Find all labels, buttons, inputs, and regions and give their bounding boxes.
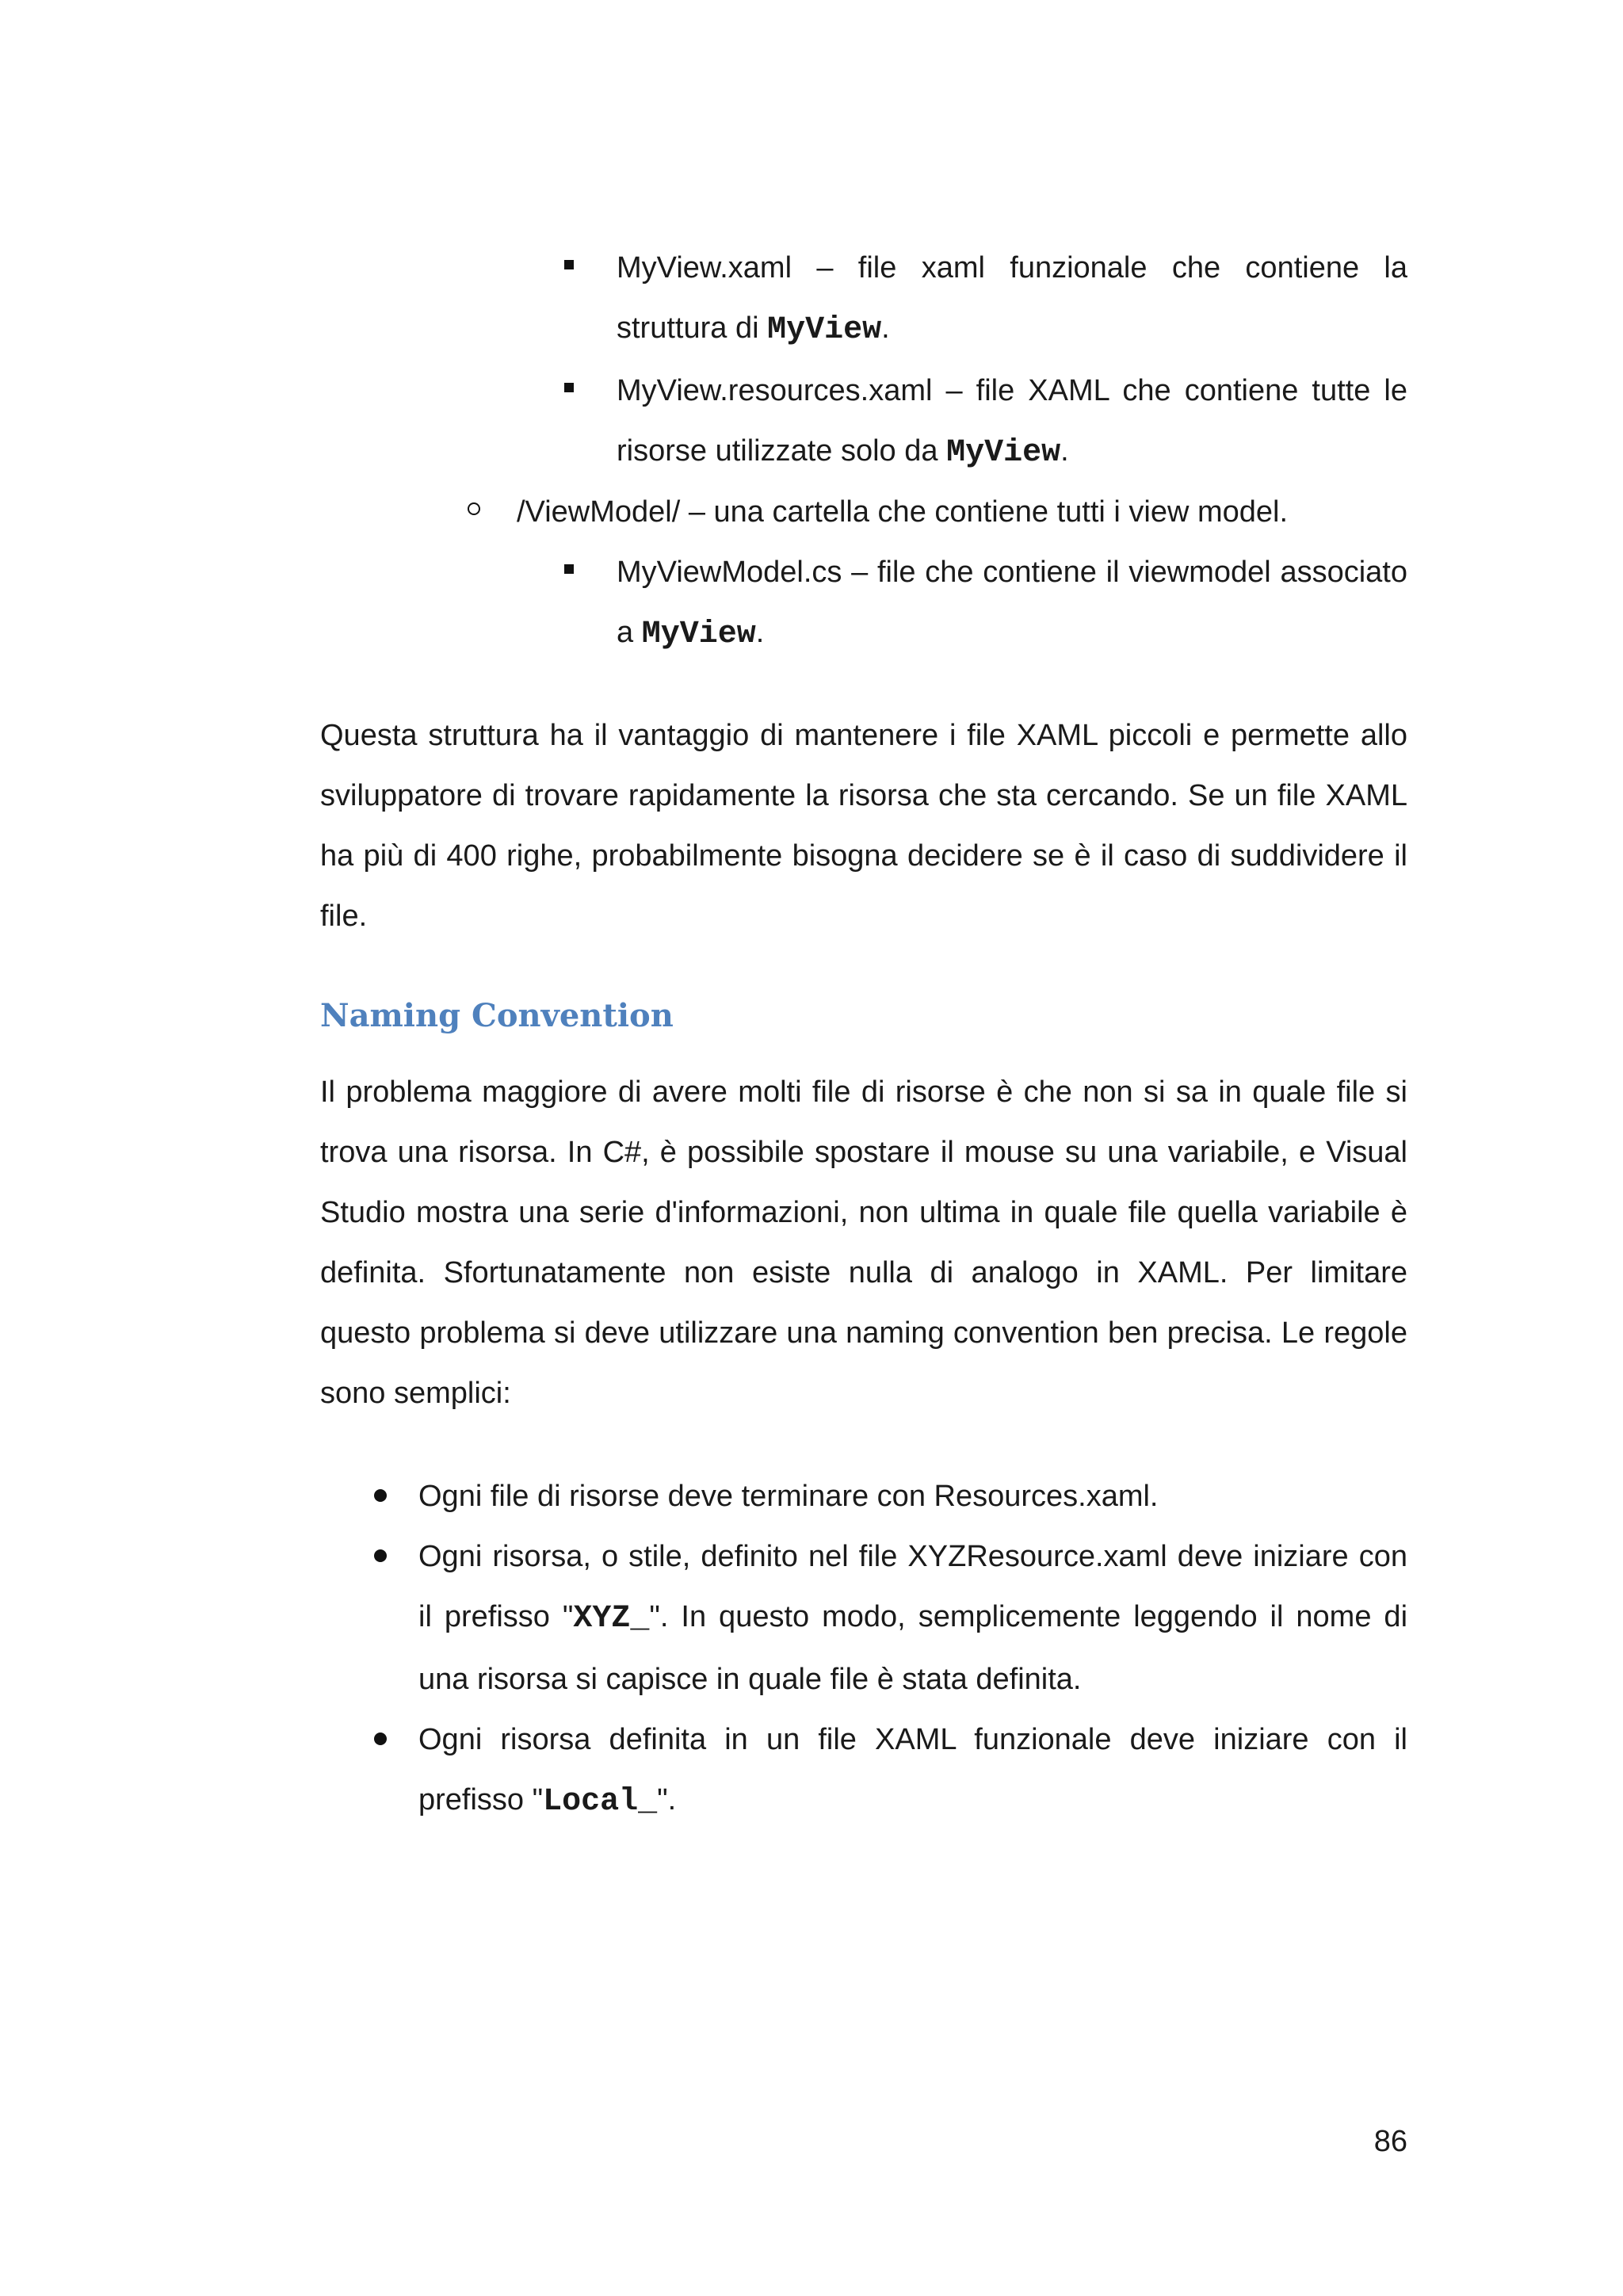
round-bullet-icon — [374, 1489, 387, 1502]
list-item-suffix: . — [881, 311, 890, 345]
circle-bullet-icon — [468, 502, 480, 515]
paragraph-structure: Questa struttura ha il vantaggio di mantenere i file XAML piccoli e permette allo sviluppatore di trovare rapidamente la risorsa che sta cercando. Se un file XAML ha più di 400 righe, probabilmente bisogna decidere se è il caso di suddividere il file. — [320, 719, 1407, 933]
list-item-myview-resources-xaml — [564, 361, 1407, 483]
list-item-myview-xaml — [564, 238, 1407, 361]
rule-text-suffix: ". In questo modo, semplicemente leggendo il nome di una risorsa si capisce in quale file è stata definita. — [418, 1600, 1408, 1696]
square-bullet-list-top — [564, 238, 1407, 483]
code-local-prefix: Local_ — [543, 1784, 658, 1820]
page-number: 86 — [1373, 2125, 1407, 2158]
list-item-suffix: . — [1060, 434, 1069, 468]
paragraph-naming-problem: Il problema maggiore di avere molti file di risorse è che non si sa in quale file si trova una risorsa. In C#, è possibile spostare il mouse su una variabile, e Visual Studio mostra una serie d'informazioni, non ultima in quale file quella variabile è definita. Sfortunatamente non esiste nulla di analogo in XAML. Per limitare questo problema si deve utilizzare una naming convention ben precisa. Le regole sono semplici: — [320, 1075, 1407, 1410]
round-bullet-icon — [374, 1733, 387, 1745]
rule-text: Ogni risorsa definita in un file XAML funzionale deve iniziare con il prefisso " — [418, 1723, 1407, 1817]
code-xyz-prefix: XYZ_ — [573, 1601, 650, 1637]
rule-item-resources-suffix — [366, 1466, 1407, 1526]
rule-text: Ogni file di risorse deve terminare con Resources.xaml. — [418, 1480, 1159, 1513]
code-myview: MyView — [946, 435, 1061, 471]
section-heading-naming-convention: Naming Convention — [320, 997, 674, 1034]
square-bullet-icon — [564, 383, 574, 392]
list-item-suffix: . — [755, 616, 765, 649]
square-bullet-icon — [564, 260, 574, 269]
list-item-text: /ViewModel/ – una cartella che contiene tutti i view model. — [517, 495, 1289, 529]
list-item-viewmodel-folder — [468, 482, 1407, 542]
list-item-myviewmodel-cs — [564, 542, 1407, 665]
list-item-text: MyViewModel.cs – file che contiene il viewmodel associato a — [617, 556, 1407, 649]
rule-text-suffix: ". — [657, 1783, 677, 1817]
round-bullet-icon — [374, 1549, 387, 1562]
rules-bullet-list — [366, 1466, 1407, 1832]
rule-item-local-prefix — [366, 1710, 1407, 1832]
list-item-text: MyView.resources.xaml – file XAML che contiene tutte le risorse utilizzate solo da — [617, 374, 1407, 468]
rule-item-xyz-prefix — [366, 1526, 1407, 1710]
square-bullet-icon — [564, 564, 574, 574]
code-myview: MyView — [767, 312, 882, 348]
list-item-text: MyView.xaml – file xaml funzionale che contiene la struttura di — [617, 251, 1407, 345]
code-myview: MyView — [641, 617, 756, 652]
square-bullet-list-viewmodel — [564, 542, 1407, 665]
rule-text: Ogni risorsa, o stile, definito nel file XYZResource.xaml deve iniziare con il prefisso " — [418, 1540, 1407, 1633]
